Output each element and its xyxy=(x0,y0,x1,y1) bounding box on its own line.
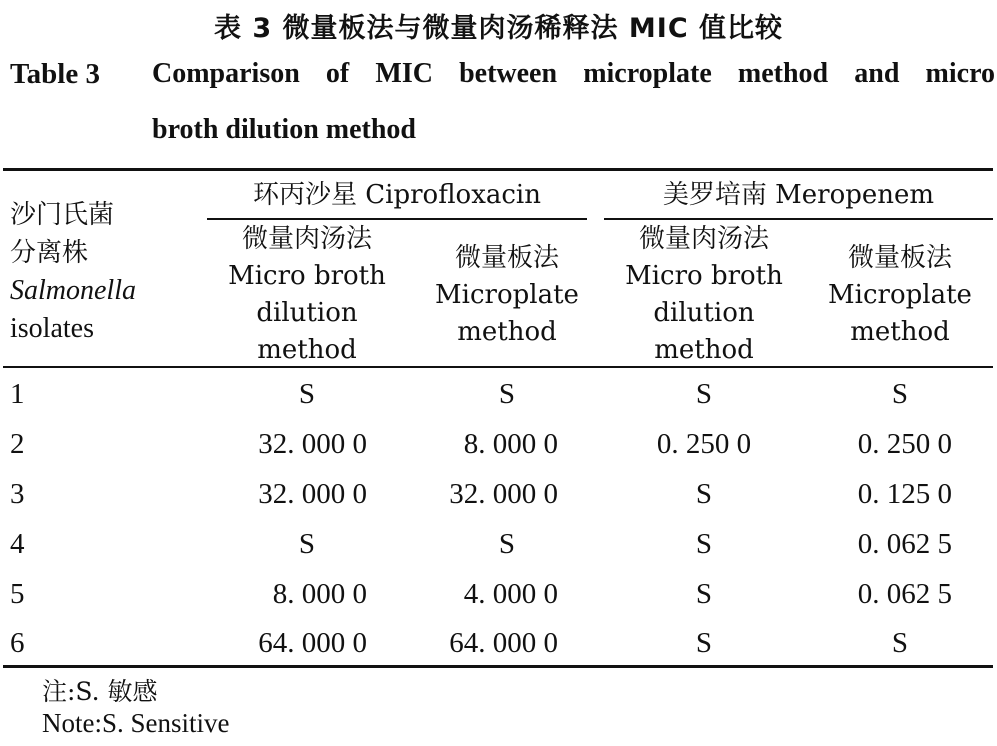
subheader-en-2: dilution xyxy=(256,298,358,328)
table-cell: S xyxy=(695,528,713,560)
ciprofloxacin-group-rule xyxy=(207,218,587,220)
table-title-line-2: broth dilution method xyxy=(152,114,416,145)
row-id: 4 xyxy=(10,528,25,560)
row-id: 3 xyxy=(10,478,25,510)
row-id: 1 xyxy=(10,378,25,410)
table-cell: S xyxy=(695,578,713,610)
table-cell: 8. 000 0 xyxy=(272,578,367,610)
subheader-en-3: method xyxy=(257,335,357,365)
subheader-cn: 微量肉汤法 xyxy=(638,224,769,254)
row-label-header xyxy=(10,196,136,348)
table-cell: 8. 000 0 xyxy=(463,428,558,460)
table-cell: S xyxy=(298,378,316,410)
table-cell: S xyxy=(891,627,909,659)
subheader-cipro-microplate xyxy=(412,240,602,351)
table-cell: 32. 000 0 xyxy=(258,428,367,460)
table-cell: S xyxy=(695,627,713,659)
table-cell: S xyxy=(695,378,713,410)
row-id: 6 xyxy=(10,627,25,659)
subheader-en-2: dilution xyxy=(653,298,755,328)
subheader-en-1: Micro broth xyxy=(228,261,386,291)
subheader-cipro-broth xyxy=(207,221,407,369)
row-id: 5 xyxy=(10,578,25,610)
subheader-cn: 微量板法 xyxy=(847,243,952,273)
subheader-mero-broth xyxy=(604,221,804,369)
table-cell: 64. 000 0 xyxy=(258,627,367,659)
subheader-mero-microplate xyxy=(805,240,995,351)
table-cell: 0. 062 5 xyxy=(857,578,952,610)
table-cell: 32. 000 0 xyxy=(449,478,558,510)
subheader-en-1: Micro broth xyxy=(625,261,783,291)
table-note-chinese: 注:S. 敏感 xyxy=(42,677,158,706)
table-cell: 64. 000 0 xyxy=(449,627,558,659)
table-number: Table 3 xyxy=(10,58,100,90)
table-cell: S xyxy=(498,378,516,410)
table-cell: 0. 125 0 xyxy=(857,478,952,510)
table-cell: 0. 250 0 xyxy=(857,428,952,460)
subheader-en-3: method xyxy=(654,335,754,365)
subheader-en-1: Microplate xyxy=(435,280,579,310)
table-cell: 0. 062 5 xyxy=(857,528,952,560)
subheader-cn: 微量板法 xyxy=(454,243,559,273)
table-title-chinese: 表 3 微量板法与微量肉汤稀释法 MIC 值比较 xyxy=(213,13,784,44)
row-label-en-italic: Salmonella xyxy=(10,275,136,306)
table-bottom-rule xyxy=(3,665,993,668)
row-label-en-line: isolates xyxy=(10,313,94,344)
group-ciprofloxacin: 环丙沙星 Ciprofloxacin xyxy=(253,180,541,210)
group-meropenem: 美罗培南 Meropenem xyxy=(662,180,935,210)
meropenem-group-rule xyxy=(604,218,993,220)
subheader-en-1: Microplate xyxy=(828,280,972,310)
table-cell: 32. 000 0 xyxy=(258,478,367,510)
table-header-rule xyxy=(3,366,993,368)
subheader-en-2: method xyxy=(850,317,950,347)
subheader-en-2: method xyxy=(457,317,557,347)
row-label-cn-line-1: 沙门氏菌 xyxy=(10,200,115,230)
table-title-line-1: Comparison of MIC between microplate method and micro xyxy=(152,58,995,89)
table-top-rule xyxy=(3,168,993,171)
table-cell: S xyxy=(498,528,516,560)
table-cell: S xyxy=(298,528,316,560)
table-cell: S xyxy=(891,378,909,410)
row-id: 2 xyxy=(10,428,25,460)
table-cell: 0. 250 0 xyxy=(656,428,752,460)
table-note-english: Note:S. Sensitive xyxy=(42,708,230,738)
subheader-cn: 微量肉汤法 xyxy=(241,224,372,254)
table-cell: 4. 000 0 xyxy=(463,578,558,610)
row-label-cn-line-2: 分离株 xyxy=(10,238,89,268)
table-cell: S xyxy=(695,478,713,510)
